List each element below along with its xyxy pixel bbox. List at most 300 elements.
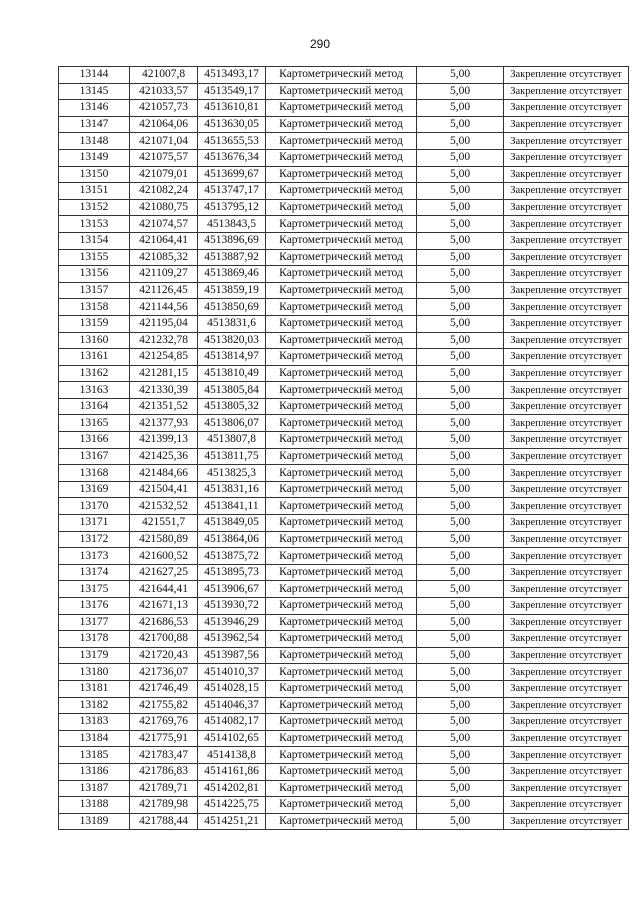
method-cell: Картометрический метод bbox=[266, 730, 417, 747]
table-row bbox=[59, 216, 629, 233]
y-coordinate-cell: 4514225,75 bbox=[198, 797, 266, 814]
table-row bbox=[59, 83, 629, 100]
x-coordinate-cell: 421551,7 bbox=[130, 515, 198, 532]
method-cell: Картометрический метод bbox=[266, 232, 417, 249]
y-coordinate-cell: 4513747,17 bbox=[198, 183, 266, 200]
y-coordinate-cell: 4513869,46 bbox=[198, 266, 266, 283]
y-coordinate-cell: 4514202,81 bbox=[198, 780, 266, 797]
point-number-cell: 13167 bbox=[59, 448, 130, 465]
table-row bbox=[59, 498, 629, 515]
x-coordinate-cell: 421109,27 bbox=[130, 266, 198, 283]
x-coordinate-cell: 421644,41 bbox=[130, 581, 198, 598]
y-coordinate-cell: 4514010,37 bbox=[198, 664, 266, 681]
point-number-cell: 13178 bbox=[59, 631, 130, 648]
table-row bbox=[59, 797, 629, 814]
y-coordinate-cell: 4513820,03 bbox=[198, 332, 266, 349]
x-coordinate-cell: 421580,89 bbox=[130, 531, 198, 548]
method-cell: Картометрический метод bbox=[266, 315, 417, 332]
accuracy-cell: 5,00 bbox=[417, 83, 504, 100]
x-coordinate-cell: 421484,66 bbox=[130, 465, 198, 482]
method-cell: Картометрический метод bbox=[266, 299, 417, 316]
accuracy-cell: 5,00 bbox=[417, 531, 504, 548]
page-number: 290 bbox=[309, 37, 331, 51]
x-coordinate-cell: 421786,83 bbox=[130, 763, 198, 780]
point-number-cell: 13165 bbox=[59, 415, 130, 432]
table-row bbox=[59, 415, 629, 432]
point-number-cell: 13154 bbox=[59, 232, 130, 249]
table-row bbox=[59, 199, 629, 216]
y-coordinate-cell: 4513825,3 bbox=[198, 465, 266, 482]
accuracy-cell: 5,00 bbox=[417, 315, 504, 332]
table-row bbox=[59, 730, 629, 747]
point-number-cell: 13189 bbox=[59, 813, 130, 830]
table-row bbox=[59, 465, 629, 482]
y-coordinate-cell: 4513805,84 bbox=[198, 382, 266, 399]
y-coordinate-cell: 4513807,8 bbox=[198, 432, 266, 449]
accuracy-cell: 5,00 bbox=[417, 183, 504, 200]
accuracy-cell: 5,00 bbox=[417, 216, 504, 233]
fixation-cell: Закрепление отсутствует bbox=[504, 515, 629, 532]
point-number-cell: 13181 bbox=[59, 680, 130, 697]
accuracy-cell: 5,00 bbox=[417, 382, 504, 399]
method-cell: Картометрический метод bbox=[266, 382, 417, 399]
method-cell: Картометрический метод bbox=[266, 747, 417, 764]
point-number-cell: 13170 bbox=[59, 498, 130, 515]
y-coordinate-cell: 4513811,75 bbox=[198, 448, 266, 465]
table-row bbox=[59, 116, 629, 133]
x-coordinate-cell: 421788,44 bbox=[130, 813, 198, 830]
point-number-cell: 13172 bbox=[59, 531, 130, 548]
accuracy-cell: 5,00 bbox=[417, 581, 504, 598]
point-number-cell: 13177 bbox=[59, 614, 130, 631]
table-row bbox=[59, 448, 629, 465]
x-coordinate-cell: 421746,49 bbox=[130, 680, 198, 697]
method-cell: Картометрический метод bbox=[266, 349, 417, 366]
table-row bbox=[59, 299, 629, 316]
x-coordinate-cell: 421281,15 bbox=[130, 365, 198, 382]
point-number-cell: 13153 bbox=[59, 216, 130, 233]
x-coordinate-cell: 421126,45 bbox=[130, 282, 198, 299]
table-row bbox=[59, 349, 629, 366]
accuracy-cell: 5,00 bbox=[417, 249, 504, 266]
fixation-cell: Закрепление отсутствует bbox=[504, 232, 629, 249]
y-coordinate-cell: 4513946,29 bbox=[198, 614, 266, 631]
y-coordinate-cell: 4513795,12 bbox=[198, 199, 266, 216]
point-number-cell: 13161 bbox=[59, 349, 130, 366]
fixation-cell: Закрепление отсутствует bbox=[504, 548, 629, 565]
point-number-cell: 13164 bbox=[59, 398, 130, 415]
point-number-cell: 13152 bbox=[59, 199, 130, 216]
table-row bbox=[59, 631, 629, 648]
y-coordinate-cell: 4514138,8 bbox=[198, 747, 266, 764]
x-coordinate-cell: 421532,52 bbox=[130, 498, 198, 515]
point-number-cell: 13146 bbox=[59, 100, 130, 117]
x-coordinate-cell: 421671,13 bbox=[130, 598, 198, 615]
fixation-cell: Закрепление отсутствует bbox=[504, 398, 629, 415]
point-number-cell: 13180 bbox=[59, 664, 130, 681]
method-cell: Картометрический метод bbox=[266, 548, 417, 565]
fixation-cell: Закрепление отсутствует bbox=[504, 664, 629, 681]
y-coordinate-cell: 4513864,06 bbox=[198, 531, 266, 548]
method-cell: Картометрический метод bbox=[266, 100, 417, 117]
y-coordinate-cell: 4514102,65 bbox=[198, 730, 266, 747]
y-coordinate-cell: 4513630,05 bbox=[198, 116, 266, 133]
y-coordinate-cell: 4513655,53 bbox=[198, 133, 266, 150]
point-number-cell: 13183 bbox=[59, 714, 130, 731]
accuracy-cell: 5,00 bbox=[417, 481, 504, 498]
y-coordinate-cell: 4513843,5 bbox=[198, 216, 266, 233]
fixation-cell: Закрепление отсутствует bbox=[504, 365, 629, 382]
table-row bbox=[59, 747, 629, 764]
y-coordinate-cell: 4514028,15 bbox=[198, 680, 266, 697]
point-number-cell: 13182 bbox=[59, 697, 130, 714]
accuracy-cell: 5,00 bbox=[417, 398, 504, 415]
x-coordinate-cell: 421064,41 bbox=[130, 232, 198, 249]
fixation-cell: Закрепление отсутствует bbox=[504, 448, 629, 465]
y-coordinate-cell: 4513610,81 bbox=[198, 100, 266, 117]
fixation-cell: Закрепление отсутствует bbox=[504, 680, 629, 697]
accuracy-cell: 5,00 bbox=[417, 133, 504, 150]
table-row bbox=[59, 680, 629, 697]
accuracy-cell: 5,00 bbox=[417, 365, 504, 382]
point-number-cell: 13176 bbox=[59, 598, 130, 615]
method-cell: Картометрический метод bbox=[266, 149, 417, 166]
x-coordinate-cell: 421351,52 bbox=[130, 398, 198, 415]
point-number-cell: 13169 bbox=[59, 481, 130, 498]
fixation-cell: Закрепление отсутствует bbox=[504, 349, 629, 366]
method-cell: Картометрический метод bbox=[266, 614, 417, 631]
accuracy-cell: 5,00 bbox=[417, 299, 504, 316]
coordinates-table bbox=[58, 66, 629, 830]
y-coordinate-cell: 4513493,17 bbox=[198, 67, 266, 84]
table-row bbox=[59, 548, 629, 565]
accuracy-cell: 5,00 bbox=[417, 647, 504, 664]
fixation-cell: Закрепление отсутствует bbox=[504, 299, 629, 316]
y-coordinate-cell: 4513987,56 bbox=[198, 647, 266, 664]
table-row bbox=[59, 266, 629, 283]
fixation-cell: Закрепление отсутствует bbox=[504, 415, 629, 432]
x-coordinate-cell: 421079,01 bbox=[130, 166, 198, 183]
point-number-cell: 13174 bbox=[59, 564, 130, 581]
accuracy-cell: 5,00 bbox=[417, 515, 504, 532]
point-number-cell: 13158 bbox=[59, 299, 130, 316]
fixation-cell: Закрепление отсутствует bbox=[504, 797, 629, 814]
fixation-cell: Закрепление отсутствует bbox=[504, 465, 629, 482]
method-cell: Картометрический метод bbox=[266, 432, 417, 449]
accuracy-cell: 5,00 bbox=[417, 116, 504, 133]
accuracy-cell: 5,00 bbox=[417, 282, 504, 299]
fixation-cell: Закрепление отсутствует bbox=[504, 780, 629, 797]
fixation-cell: Закрепление отсутствует bbox=[504, 382, 629, 399]
fixation-cell: Закрепление отсутствует bbox=[504, 481, 629, 498]
table-row bbox=[59, 133, 629, 150]
accuracy-cell: 5,00 bbox=[417, 780, 504, 797]
point-number-cell: 13147 bbox=[59, 116, 130, 133]
accuracy-cell: 5,00 bbox=[417, 598, 504, 615]
method-cell: Картометрический метод bbox=[266, 680, 417, 697]
method-cell: Картометрический метод bbox=[266, 797, 417, 814]
table-row bbox=[59, 398, 629, 415]
y-coordinate-cell: 4513806,07 bbox=[198, 415, 266, 432]
fixation-cell: Закрепление отсутствует bbox=[504, 531, 629, 548]
accuracy-cell: 5,00 bbox=[417, 564, 504, 581]
point-number-cell: 13187 bbox=[59, 780, 130, 797]
method-cell: Картометрический метод bbox=[266, 332, 417, 349]
accuracy-cell: 5,00 bbox=[417, 747, 504, 764]
fixation-cell: Закрепление отсутствует bbox=[504, 183, 629, 200]
table-row bbox=[59, 564, 629, 581]
table-row bbox=[59, 697, 629, 714]
fixation-cell: Закрепление отсутствует bbox=[504, 598, 629, 615]
table-row bbox=[59, 515, 629, 532]
point-number-cell: 13159 bbox=[59, 315, 130, 332]
table-row bbox=[59, 531, 629, 548]
method-cell: Картометрический метод bbox=[266, 581, 417, 598]
y-coordinate-cell: 4513875,72 bbox=[198, 548, 266, 565]
method-cell: Картометрический метод bbox=[266, 67, 417, 84]
accuracy-cell: 5,00 bbox=[417, 813, 504, 830]
x-coordinate-cell: 421789,71 bbox=[130, 780, 198, 797]
method-cell: Картометрический метод bbox=[266, 664, 417, 681]
x-coordinate-cell: 421080,75 bbox=[130, 199, 198, 216]
y-coordinate-cell: 4513814,97 bbox=[198, 349, 266, 366]
accuracy-cell: 5,00 bbox=[417, 166, 504, 183]
coordinates-table-body bbox=[59, 67, 629, 830]
accuracy-cell: 5,00 bbox=[417, 714, 504, 731]
accuracy-cell: 5,00 bbox=[417, 100, 504, 117]
y-coordinate-cell: 4513895,73 bbox=[198, 564, 266, 581]
fixation-cell: Закрепление отсутствует bbox=[504, 116, 629, 133]
table-row bbox=[59, 332, 629, 349]
point-number-cell: 13173 bbox=[59, 548, 130, 565]
table-row bbox=[59, 166, 629, 183]
fixation-cell: Закрепление отсутствует bbox=[504, 282, 629, 299]
point-number-cell: 13145 bbox=[59, 83, 130, 100]
x-coordinate-cell: 421033,57 bbox=[130, 83, 198, 100]
fixation-cell: Закрепление отсутствует bbox=[504, 714, 629, 731]
method-cell: Картометрический метод bbox=[266, 398, 417, 415]
point-number-cell: 13162 bbox=[59, 365, 130, 382]
method-cell: Картометрический метод bbox=[266, 116, 417, 133]
method-cell: Картометрический метод bbox=[266, 515, 417, 532]
table-row bbox=[59, 614, 629, 631]
table-row bbox=[59, 813, 629, 830]
method-cell: Картометрический метод bbox=[266, 631, 417, 648]
x-coordinate-cell: 421775,91 bbox=[130, 730, 198, 747]
accuracy-cell: 5,00 bbox=[417, 614, 504, 631]
table-row bbox=[59, 432, 629, 449]
fixation-cell: Закрепление отсутствует bbox=[504, 498, 629, 515]
method-cell: Картометрический метод bbox=[266, 282, 417, 299]
point-number-cell: 13160 bbox=[59, 332, 130, 349]
table-row bbox=[59, 232, 629, 249]
fixation-cell: Закрепление отсутствует bbox=[504, 216, 629, 233]
point-number-cell: 13168 bbox=[59, 465, 130, 482]
x-coordinate-cell: 421686,53 bbox=[130, 614, 198, 631]
point-number-cell: 13185 bbox=[59, 747, 130, 764]
table-row bbox=[59, 780, 629, 797]
y-coordinate-cell: 4513805,32 bbox=[198, 398, 266, 415]
table-row bbox=[59, 647, 629, 664]
method-cell: Картометрический метод bbox=[266, 199, 417, 216]
fixation-cell: Закрепление отсутствует bbox=[504, 631, 629, 648]
table-row bbox=[59, 664, 629, 681]
point-number-cell: 13163 bbox=[59, 382, 130, 399]
fixation-cell: Закрепление отсутствует bbox=[504, 83, 629, 100]
point-number-cell: 13179 bbox=[59, 647, 130, 664]
y-coordinate-cell: 4513841,11 bbox=[198, 498, 266, 515]
point-number-cell: 13148 bbox=[59, 133, 130, 150]
method-cell: Картометрический метод bbox=[266, 266, 417, 283]
x-coordinate-cell: 421254,85 bbox=[130, 349, 198, 366]
point-number-cell: 13186 bbox=[59, 763, 130, 780]
table-row bbox=[59, 382, 629, 399]
table-row bbox=[59, 315, 629, 332]
accuracy-cell: 5,00 bbox=[417, 332, 504, 349]
method-cell: Картометрический метод bbox=[266, 415, 417, 432]
x-coordinate-cell: 421399,13 bbox=[130, 432, 198, 449]
x-coordinate-cell: 421783,47 bbox=[130, 747, 198, 764]
accuracy-cell: 5,00 bbox=[417, 697, 504, 714]
x-coordinate-cell: 421007,8 bbox=[130, 67, 198, 84]
fixation-cell: Закрепление отсутствует bbox=[504, 266, 629, 283]
point-number-cell: 13157 bbox=[59, 282, 130, 299]
table-row bbox=[59, 149, 629, 166]
method-cell: Картометрический метод bbox=[266, 780, 417, 797]
fixation-cell: Закрепление отсутствует bbox=[504, 332, 629, 349]
method-cell: Картометрический метод bbox=[266, 166, 417, 183]
x-coordinate-cell: 421144,56 bbox=[130, 299, 198, 316]
accuracy-cell: 5,00 bbox=[417, 266, 504, 283]
x-coordinate-cell: 421057,73 bbox=[130, 100, 198, 117]
accuracy-cell: 5,00 bbox=[417, 763, 504, 780]
table-row bbox=[59, 365, 629, 382]
y-coordinate-cell: 4513887,92 bbox=[198, 249, 266, 266]
point-number-cell: 13150 bbox=[59, 166, 130, 183]
method-cell: Картометрический метод bbox=[266, 133, 417, 150]
x-coordinate-cell: 421082,24 bbox=[130, 183, 198, 200]
method-cell: Картометрический метод bbox=[266, 481, 417, 498]
accuracy-cell: 5,00 bbox=[417, 631, 504, 648]
method-cell: Картометрический метод bbox=[266, 564, 417, 581]
point-number-cell: 13184 bbox=[59, 730, 130, 747]
point-number-cell: 13156 bbox=[59, 266, 130, 283]
y-coordinate-cell: 4513549,17 bbox=[198, 83, 266, 100]
x-coordinate-cell: 421064,06 bbox=[130, 116, 198, 133]
method-cell: Картометрический метод bbox=[266, 465, 417, 482]
x-coordinate-cell: 421074,57 bbox=[130, 216, 198, 233]
accuracy-cell: 5,00 bbox=[417, 448, 504, 465]
x-coordinate-cell: 421085,32 bbox=[130, 249, 198, 266]
x-coordinate-cell: 421789,98 bbox=[130, 797, 198, 814]
x-coordinate-cell: 421504,41 bbox=[130, 481, 198, 498]
x-coordinate-cell: 421425,36 bbox=[130, 448, 198, 465]
accuracy-cell: 5,00 bbox=[417, 199, 504, 216]
fixation-cell: Закрепление отсутствует bbox=[504, 67, 629, 84]
point-number-cell: 13144 bbox=[59, 67, 130, 84]
x-coordinate-cell: 421071,04 bbox=[130, 133, 198, 150]
accuracy-cell: 5,00 bbox=[417, 797, 504, 814]
table-row bbox=[59, 581, 629, 598]
y-coordinate-cell: 4514161,86 bbox=[198, 763, 266, 780]
method-cell: Картометрический метод bbox=[266, 498, 417, 515]
accuracy-cell: 5,00 bbox=[417, 415, 504, 432]
y-coordinate-cell: 4513699,67 bbox=[198, 166, 266, 183]
point-number-cell: 13151 bbox=[59, 183, 130, 200]
accuracy-cell: 5,00 bbox=[417, 432, 504, 449]
y-coordinate-cell: 4513896,69 bbox=[198, 232, 266, 249]
y-coordinate-cell: 4513850,69 bbox=[198, 299, 266, 316]
x-coordinate-cell: 421627,25 bbox=[130, 564, 198, 581]
accuracy-cell: 5,00 bbox=[417, 67, 504, 84]
fixation-cell: Закрепление отсутствует bbox=[504, 730, 629, 747]
table-row bbox=[59, 67, 629, 84]
accuracy-cell: 5,00 bbox=[417, 349, 504, 366]
accuracy-cell: 5,00 bbox=[417, 730, 504, 747]
fixation-cell: Закрепление отсутствует bbox=[504, 813, 629, 830]
method-cell: Картометрический метод bbox=[266, 813, 417, 830]
point-number-cell: 13188 bbox=[59, 797, 130, 814]
y-coordinate-cell: 4513831,6 bbox=[198, 315, 266, 332]
method-cell: Картометрический метод bbox=[266, 83, 417, 100]
table-row bbox=[59, 100, 629, 117]
method-cell: Картометрический метод bbox=[266, 365, 417, 382]
method-cell: Картометрический метод bbox=[266, 647, 417, 664]
fixation-cell: Закрепление отсутствует bbox=[504, 432, 629, 449]
accuracy-cell: 5,00 bbox=[417, 548, 504, 565]
x-coordinate-cell: 421600,52 bbox=[130, 548, 198, 565]
method-cell: Картометрический метод bbox=[266, 183, 417, 200]
method-cell: Картометрический метод bbox=[266, 763, 417, 780]
fixation-cell: Закрепление отсутствует bbox=[504, 315, 629, 332]
x-coordinate-cell: 421769,76 bbox=[130, 714, 198, 731]
x-coordinate-cell: 421330,39 bbox=[130, 382, 198, 399]
y-coordinate-cell: 4514082,17 bbox=[198, 714, 266, 731]
accuracy-cell: 5,00 bbox=[417, 232, 504, 249]
accuracy-cell: 5,00 bbox=[417, 149, 504, 166]
point-number-cell: 13149 bbox=[59, 149, 130, 166]
y-coordinate-cell: 4513962,54 bbox=[198, 631, 266, 648]
fixation-cell: Закрепление отсутствует bbox=[504, 763, 629, 780]
point-number-cell: 13166 bbox=[59, 432, 130, 449]
fixation-cell: Закрепление отсутствует bbox=[504, 249, 629, 266]
x-coordinate-cell: 421377,93 bbox=[130, 415, 198, 432]
fixation-cell: Закрепление отсутствует bbox=[504, 149, 629, 166]
table-row bbox=[59, 481, 629, 498]
point-number-cell: 13171 bbox=[59, 515, 130, 532]
x-coordinate-cell: 421720,43 bbox=[130, 647, 198, 664]
table-row bbox=[59, 763, 629, 780]
x-coordinate-cell: 421755,82 bbox=[130, 697, 198, 714]
accuracy-cell: 5,00 bbox=[417, 498, 504, 515]
y-coordinate-cell: 4513831,16 bbox=[198, 481, 266, 498]
table-row bbox=[59, 183, 629, 200]
method-cell: Картометрический метод bbox=[266, 249, 417, 266]
table-row bbox=[59, 249, 629, 266]
fixation-cell: Закрепление отсутствует bbox=[504, 747, 629, 764]
fixation-cell: Закрепление отсутствует bbox=[504, 614, 629, 631]
table-row bbox=[59, 714, 629, 731]
fixation-cell: Закрепление отсутствует bbox=[504, 199, 629, 216]
table-row bbox=[59, 282, 629, 299]
y-coordinate-cell: 4513859,19 bbox=[198, 282, 266, 299]
method-cell: Картометрический метод bbox=[266, 714, 417, 731]
fixation-cell: Закрепление отсутствует bbox=[504, 564, 629, 581]
x-coordinate-cell: 421075,57 bbox=[130, 149, 198, 166]
method-cell: Картометрический метод bbox=[266, 216, 417, 233]
accuracy-cell: 5,00 bbox=[417, 680, 504, 697]
x-coordinate-cell: 421736,07 bbox=[130, 664, 198, 681]
